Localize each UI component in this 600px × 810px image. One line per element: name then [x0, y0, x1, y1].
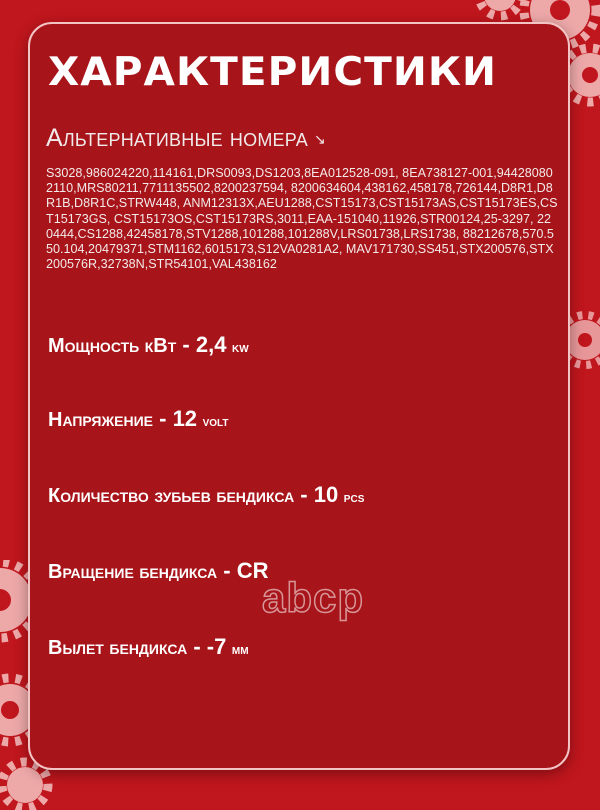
spec-separator: -	[217, 558, 237, 583]
spec-name: Вылет бендикса	[48, 637, 188, 659]
spec-separator: -	[187, 634, 207, 659]
spec-unit: мм	[231, 641, 249, 657]
alt-numbers-list: S3028,986024220,114161,DRS0093,DS1203,8EA012528-091, 8EA738127-001,944280802110,MRS80211,7711135502,8200237594, 8200634604,438162,458178,726144,D8R1,D8R1B,D8R1C,STRW448, ANM12313X,AEU1288,CST15173,CST15173AS,CST15173ES,CST15173GS, CST15173OS,CST15173RS,3011,EAA-151040,11926,STR00124,25-3297, 220444,CS1288,42458178,STV1288,101288,101288V,LRS01738,LRS1738, 88212678,570.550.104,20479371,STM1162,6015173,S12VA0281A2, MAV171730,SS451,STX200576,STX200576R,32738N,STR54101,VAL438162	[46, 166, 558, 272]
alt-numbers-heading	[46, 124, 326, 153]
spec-unit: kw	[232, 339, 249, 355]
spec-name: Вращение бендикса	[48, 561, 218, 583]
spec-name: Напряжение	[48, 409, 153, 431]
alt-numbers-heading-text: Альтернативные номера	[46, 124, 308, 152]
spec-rotation	[48, 558, 268, 584]
spec-value: 12	[172, 406, 198, 431]
spec-separator: -	[176, 332, 196, 357]
page-title: ХАРАКТЕРИСТИКИ	[48, 50, 498, 95]
spec-value: 2,4	[195, 332, 227, 357]
spec-name: Мощность кВт	[48, 335, 177, 357]
spec-separator: -	[294, 482, 314, 507]
spec-power	[48, 332, 249, 358]
spec-teeth-count	[48, 482, 364, 508]
specs-card	[28, 22, 570, 770]
spec-unit: pcs	[343, 489, 365, 505]
spec-name: Количество зубьев бендикса	[48, 485, 295, 507]
spec-value: 10	[313, 482, 339, 507]
spec-value: -7	[206, 634, 227, 659]
spec-unit: volt	[202, 413, 229, 429]
watermark-logo: abcp	[262, 574, 365, 621]
spec-value: CR	[236, 558, 269, 583]
arrow-down-right-icon: ↘	[313, 130, 326, 147]
spec-offset	[48, 634, 249, 660]
spec-separator: -	[153, 406, 173, 431]
spec-voltage	[48, 406, 229, 432]
